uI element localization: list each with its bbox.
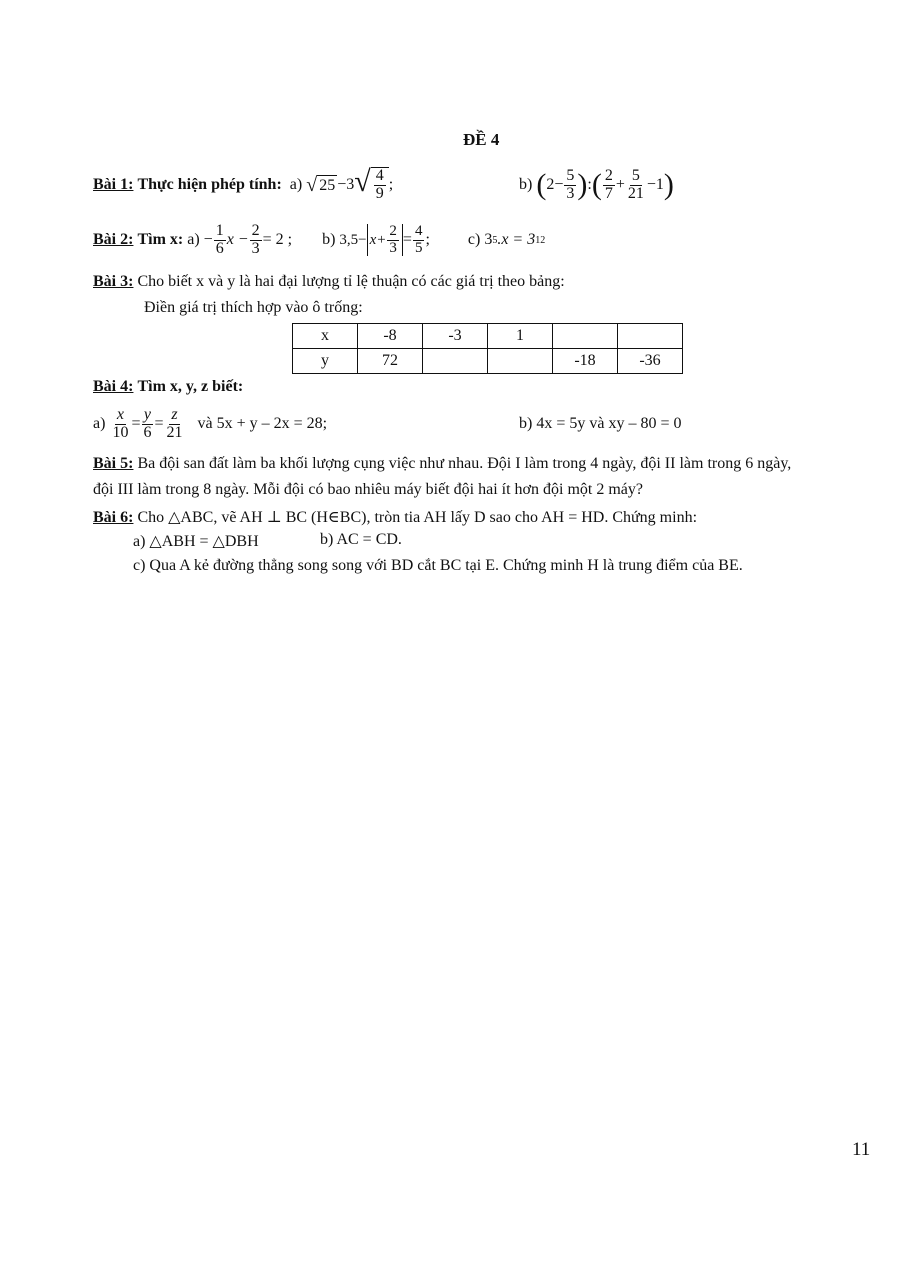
bai1-a-sqrt: √ 25	[306, 174, 336, 196]
bai1-a-marker: a)	[289, 176, 303, 193]
table-row-x	[293, 324, 683, 349]
bai4-a: a) $\frac{x}{10}$ = $\frac{y}{6}$ = $\frac{z}{21}$ và 5x + y – 2x = 28;	[93, 405, 328, 441]
page-number: 11	[852, 1139, 871, 1160]
table-cell: -8	[358, 324, 423, 349]
bai5-line2: đội III làm trong 8 ngày. Mỗi đội có bao nhiêu máy biết đội hai ít hơn đội một 2 máy?	[93, 481, 643, 498]
bai2-label: Bài 2:	[93, 231, 134, 248]
bai6-a: a) △ABH = △DBH	[133, 533, 259, 550]
bai3-sub: Điền giá trị thích hợp vào ô trống:	[144, 299, 363, 316]
table-cell	[423, 349, 488, 374]
bai2-line: Bài 2: Tìm x: a) − $\frac{1}{6}$ x − $\frac{2}{3}$ = 2 ; b) 3,5− x+ $\frac{2}{3}$ = $\frac{4}{5}$ ; c) 3 5 .x = 3 12	[93, 221, 546, 257]
bai6-c: c) Qua A kẻ đường thẳng song song với BD cắt BC tại E. Chứng minh H là trung điểm của BE.	[133, 557, 743, 574]
table-cell	[618, 324, 683, 349]
table-cell: -36	[618, 349, 683, 374]
table-cell	[488, 349, 553, 374]
page-title: ĐỀ 4	[463, 130, 500, 149]
bai2-text: Tìm x:	[137, 231, 184, 248]
table-cell: -18	[553, 349, 618, 374]
bai1-text: Thực hiện phép tính:	[137, 176, 282, 193]
bai1-label: Bài 1:	[93, 176, 134, 193]
bai6-b: b) AC = CD.	[320, 531, 402, 548]
value-table	[292, 323, 683, 374]
bai4-line: Bài 4: Tìm x, y, z biết:	[93, 378, 244, 395]
table-cell: y	[293, 349, 358, 374]
bai1-line	[93, 165, 393, 205]
table-row-y	[293, 349, 683, 374]
bai5-line1: Bài 5: Ba đội san đất làm ba khối lượng cụng việc như nhau. Đội I làm trong 4 ngày, đội II làm trong 6 ngày,	[93, 455, 792, 472]
bai1-b: b) ( 2− $\frac{5}{3}$ ) : ( $\frac{2}{7}$ + $\frac{5}{21}$ −1 )	[519, 166, 674, 202]
table-cell: x	[293, 324, 358, 349]
bai6-line1: Bài 6: Cho △ABC, vẽ AH ⊥ BC (H∈BC), tròn tia AH lấy D sao cho AH = HD. Chứng minh:	[93, 509, 698, 526]
table-cell: 72	[358, 349, 423, 374]
bai3-line: Bài 3: Cho biết x và y là hai đại lượng tỉ lệ thuận có các giá trị theo bảng:	[93, 273, 565, 290]
bai4-b: b) 4x = 5y và xy – 80 = 0	[519, 415, 682, 432]
table-cell: 1	[488, 324, 553, 349]
bai1-a-minus: −3	[337, 176, 355, 193]
table-cell: -3	[423, 324, 488, 349]
table-cell	[553, 324, 618, 349]
bai1-a-end: ;	[388, 176, 394, 193]
bai1-a-sqrt2: √ $\frac{4}{9}$	[354, 167, 388, 203]
